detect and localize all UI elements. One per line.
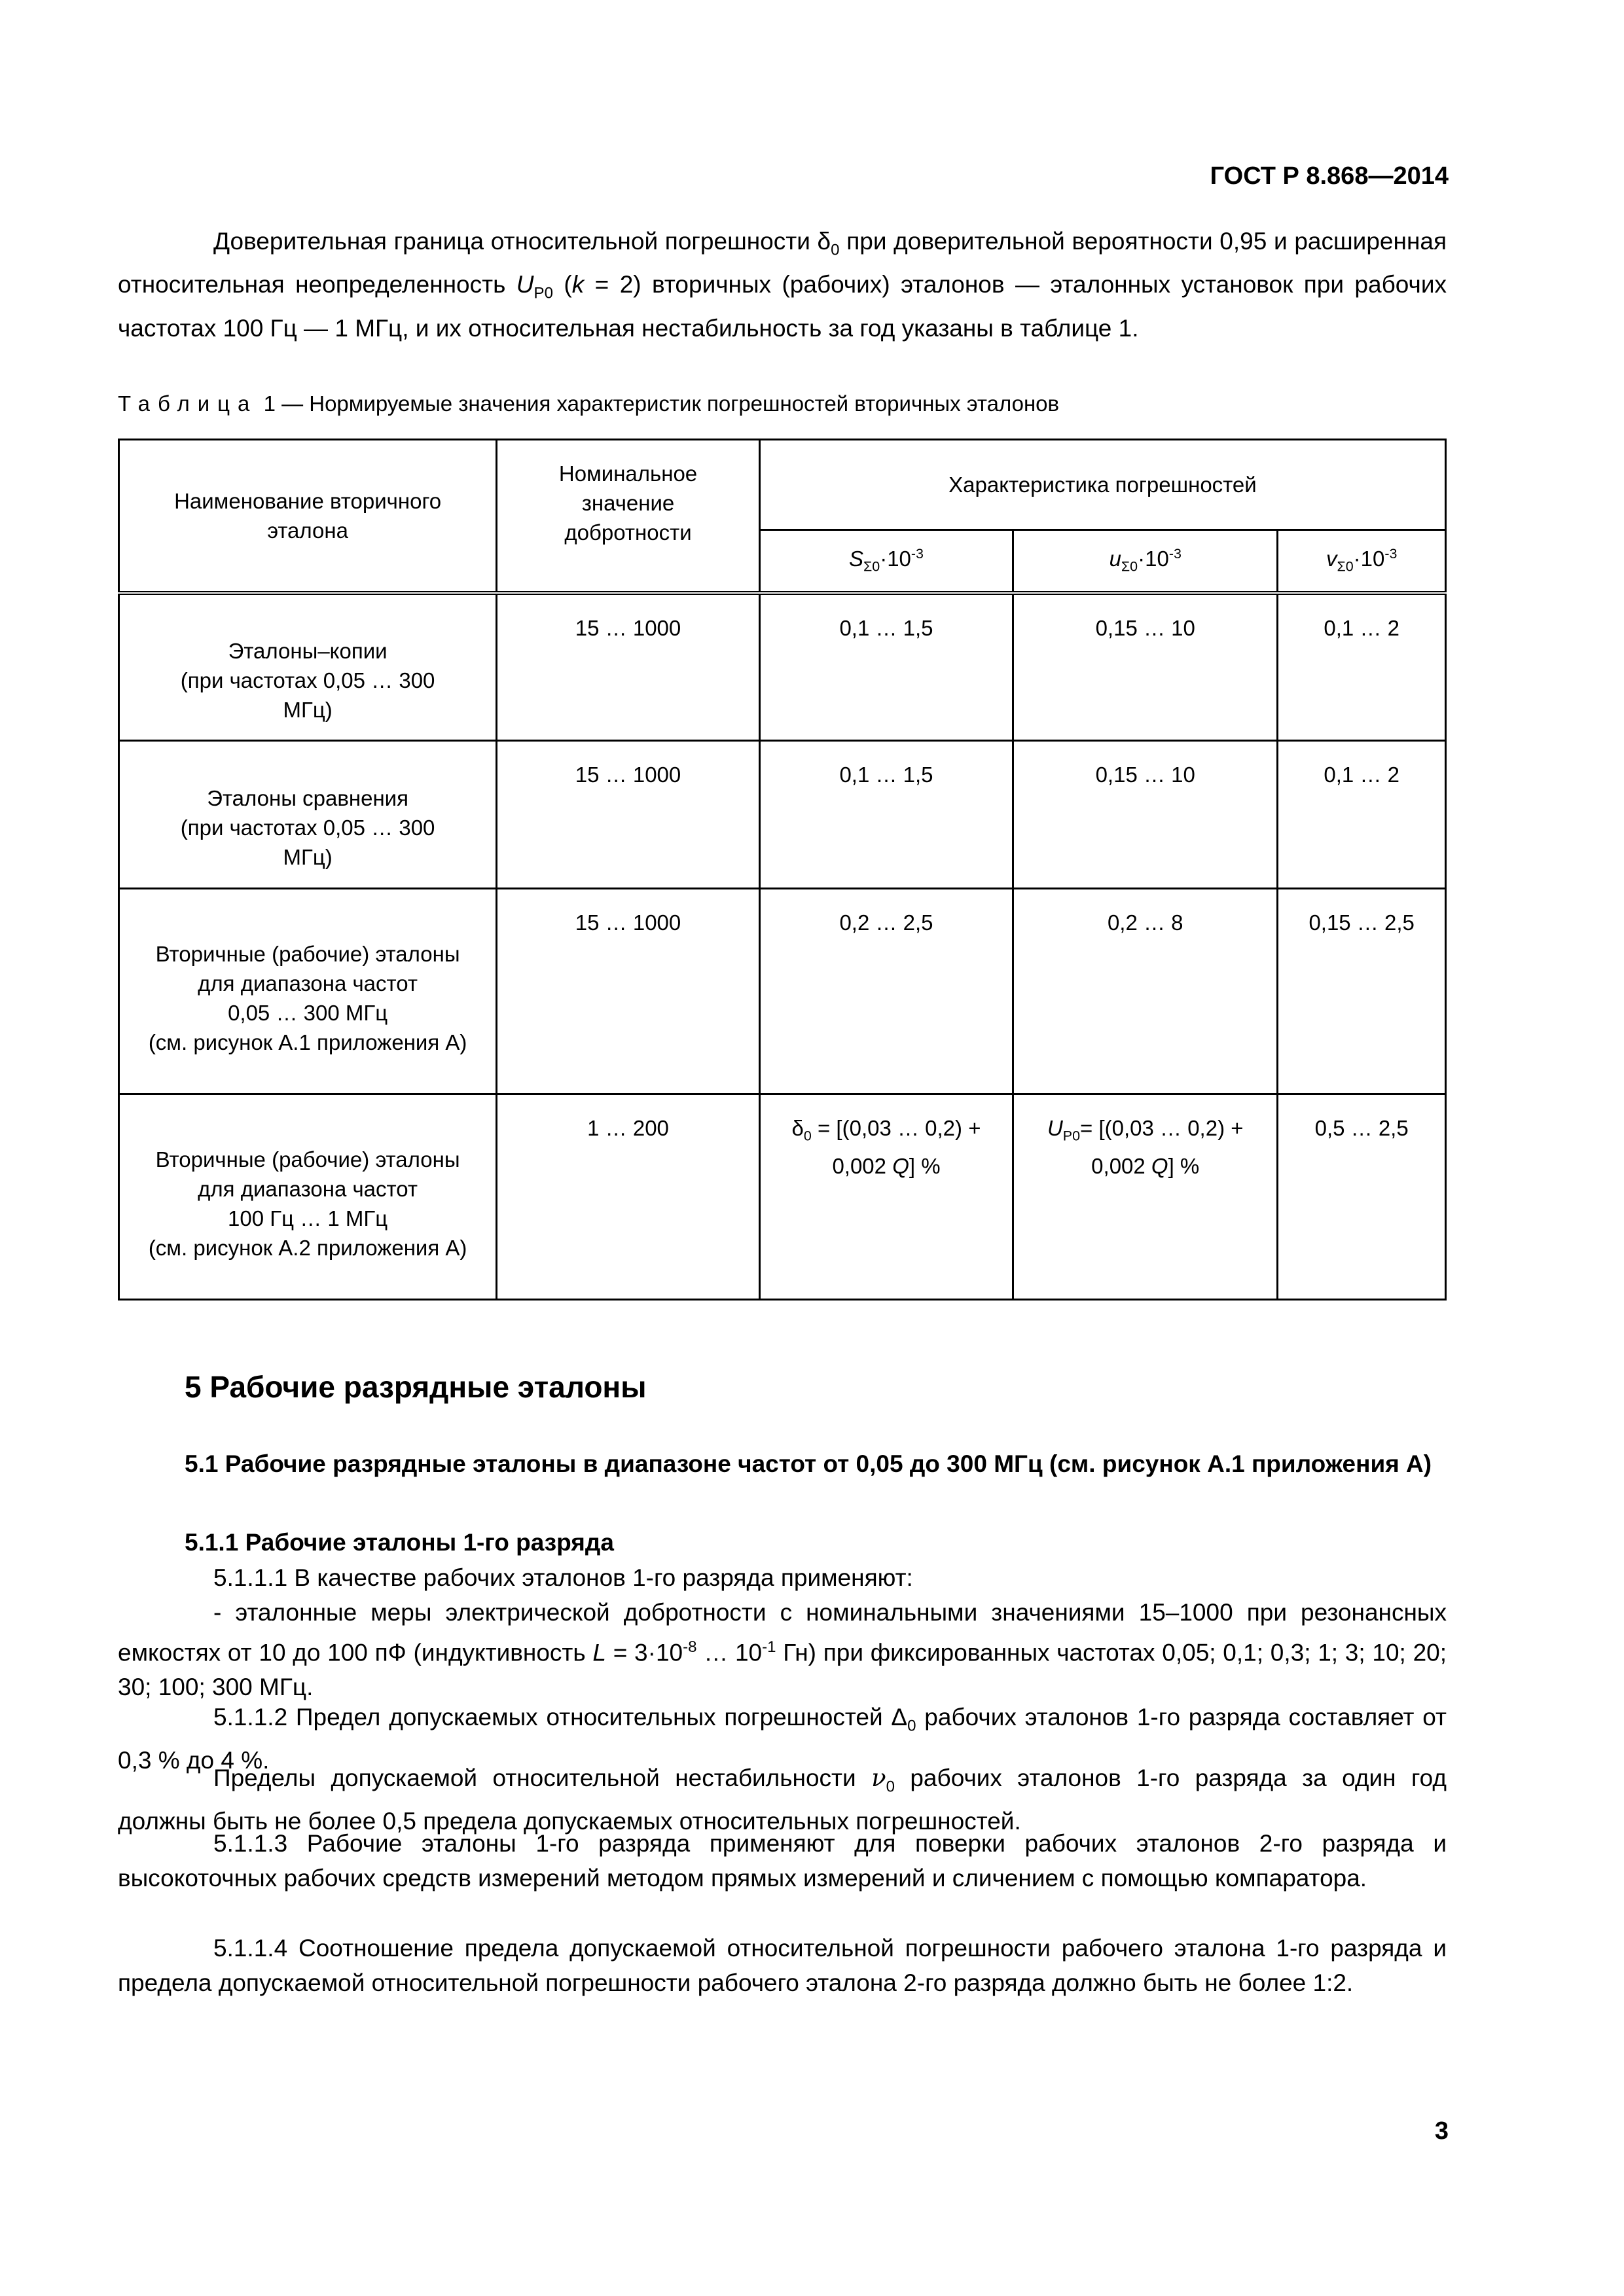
intro-paragraph	[118, 224, 1447, 346]
intro-text-2: при доверительной вероятности 0,95 и расширенная относительная неопределенность	[118, 228, 1447, 298]
intro-text-4: = 2) вторичных (рабочих) эталонов — эталонных установок при рабочих частотах 100 Гц — 1 МГц, и их относительная нестабильность за год указаны в таблице 1.	[118, 271, 1447, 342]
paragraph-5-1-1-2: 5.1.1.2 Предел допускаемых относительных погрешностей $\Delta_0$ рабочих эталонов 1-го разряда составляет от 0,3 % до 4 %.	[118, 1704, 1447, 1774]
paragraph-5-1-1-4: 5.1.1.4 Соотношение предела допускаемой относительной погрешности рабочего эталона 1-го разряда и предела допускаемой относительной погрешности рабочего эталона 2-го разряда должно быть не более 1:2.	[118, 1935, 1447, 1996]
document-code: ГОСТ Р 8.868—2014	[1210, 162, 1449, 190]
row-v: 0,15 … 2,5	[1278, 889, 1446, 1094]
table-row	[119, 593, 1446, 741]
row-u: 0,2 … 8	[1013, 889, 1278, 1094]
row-name: Эталоны–копии (при частотах 0,05 … 300 МГц)	[119, 593, 497, 741]
table-caption-text: 1 — Нормируемые значения характеристик погрешностей вторичных эталонов	[263, 391, 1060, 416]
row-nominal: 15 … 1000	[497, 741, 760, 889]
header-v: $v_{\Sigma 0}\cdot 10^{-3}$	[1278, 530, 1446, 593]
intro-k-symbol: k	[571, 271, 585, 298]
error-characteristics-table	[118, 439, 1447, 1300]
row-nominal: 15 … 1000	[497, 889, 760, 1094]
row-v: 0,1 … 2	[1278, 593, 1446, 741]
intro-text-3: (	[552, 271, 572, 298]
row-u-formula: $U_{P0}= [(0,03$ … 0,2) + 0,002 Q] %	[1013, 1094, 1278, 1300]
intro-delta-subscript: 0	[831, 241, 840, 259]
section-5-1-1-title: 5.1.1 Рабочие эталоны 1-го разряда	[185, 1529, 614, 1556]
row-nominal: 15 … 1000	[497, 593, 760, 741]
row-v: 0,5 … 2,5	[1278, 1094, 1446, 1300]
row-name: Эталоны сравнения (при частотах 0,05 … 300 МГц)	[119, 741, 497, 889]
header-name: Наименование вторичного эталона	[119, 440, 497, 593]
intro-text-1: Доверительная граница относительной погрешности δ	[213, 228, 831, 255]
intro-u-symbol: U	[516, 271, 534, 298]
row-s: 0,1 … 1,5	[759, 741, 1013, 889]
row-s: 0,2 … 2,5	[759, 889, 1013, 1094]
paragraph-5-1-1-3: 5.1.1.3 Рабочие эталоны 1-го разряда применяют для поверки рабочих эталонов 2-го разряда и высокоточных рабочих средств измерений методом прямых измерений и сличением с помощью компаратора.	[118, 1830, 1447, 1892]
header-characteristics: Характеристика погрешностей	[759, 440, 1445, 530]
row-s: 0,1 … 1,5	[759, 593, 1013, 741]
nu-symbol: ν	[871, 1764, 886, 1792]
table-caption-label: Таблица	[118, 391, 258, 416]
row-u: 0,15 … 10	[1013, 593, 1278, 741]
row-name: Вторичные (рабочие) эталоны для диапазона частот 100 Гц … 1 МГц (см. рисунок А.2 приложения А)	[119, 1094, 497, 1300]
paragraph-instability: Пределы допускаемой относительной нестабильности $\nu_0$ рабочих эталонов 1-го разряда за один год должны быть не более 0,5 предела допускаемых относительных погрешностей.	[118, 1764, 1447, 1835]
table-row	[119, 889, 1446, 1094]
section-5-title: 5 Рабочие разрядные эталоны	[185, 1370, 647, 1404]
section-5-1-title: 5.1 Рабочие разрядные эталоны в диапазоне частот от 0,05 до 300 МГц (см. рисунок А.1 приложения А)	[185, 1450, 1432, 1477]
row-s-formula: $\delta_0 = [(0,03$ … 0,2) + 0,002 Q] %	[759, 1094, 1013, 1300]
intro-u-subscript: P0	[533, 284, 553, 302]
header-nominal: Номинальное значение добротности	[497, 440, 760, 593]
header-u: $u_{\Sigma 0}\cdot 10^{-3}$	[1013, 530, 1278, 593]
paragraph-5-1-1-1: 5.1.1.1 В качестве рабочих эталонов 1-го разряда применяют:	[213, 1564, 913, 1591]
row-name: Вторичные (рабочие) эталоны для диапазона частот 0,05 … 300 МГц (см. рисунок А.1 приложения А)	[119, 889, 497, 1094]
table-header-row	[119, 440, 1446, 530]
paragraph-list-item: - эталонные меры электрической добротности с номинальными значениями 15–1000 при резонансных емкостях от 10 до 100 пФ (индуктивность $L = 3\cdot 10^{-8}$ … $10^{-1}$ Гн) при фиксированных частотах 0,05; 0,1; 0,3; 1; 3; 10; 20; 30; 100; 300 МГц.	[118, 1599, 1447, 1701]
row-v: 0,1 … 2	[1278, 741, 1446, 889]
header-s: $S_{\Sigma 0}\cdot 10^{-3}$	[759, 530, 1013, 593]
table-row	[119, 741, 1446, 889]
page-number: 3	[1434, 2117, 1449, 2145]
row-nominal: 1 … 200	[497, 1094, 760, 1300]
row-u: 0,15 … 10	[1013, 741, 1278, 889]
table-row	[119, 1094, 1446, 1300]
table-caption	[118, 391, 1059, 416]
